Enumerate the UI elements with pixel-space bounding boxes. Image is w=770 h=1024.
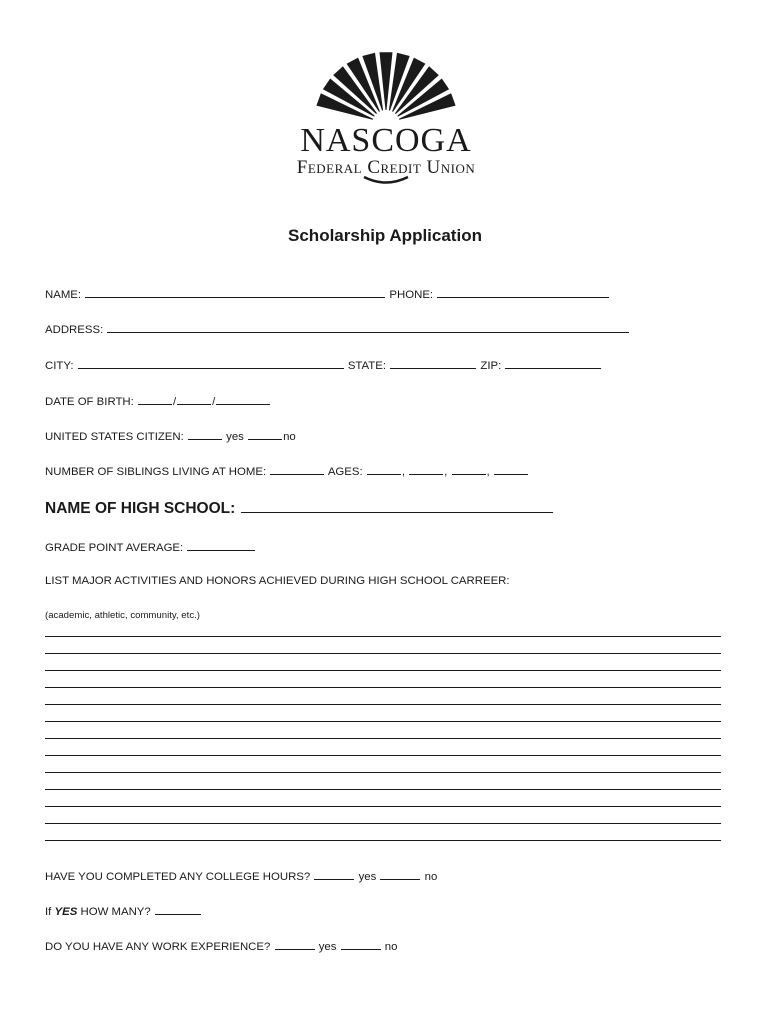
logo-name: NASCOGA: [300, 122, 472, 159]
phone-label: PHONE:: [389, 289, 434, 301]
address-row: [45, 321, 630, 337]
citizen-yes-field[interactable]: [188, 428, 222, 440]
college-no-field[interactable]: [380, 868, 420, 880]
phone-field[interactable]: [437, 286, 609, 298]
activities-line[interactable]: [45, 823, 721, 824]
zip-field[interactable]: [505, 357, 601, 369]
state-field[interactable]: [390, 357, 476, 369]
activities-line[interactable]: [45, 840, 721, 841]
no-label: no: [384, 941, 398, 953]
work-label: DO YOU HAVE ANY WORK EXPERIENCE?: [45, 941, 271, 953]
if-yes-label: YES: [54, 906, 78, 918]
dob-label: DATE OF BIRTH:: [45, 396, 134, 408]
zip-label: ZIP:: [480, 360, 502, 372]
gpa-field[interactable]: [187, 539, 255, 551]
comma: ,: [401, 466, 405, 478]
city-state-zip-row: [45, 357, 602, 373]
address-field[interactable]: [107, 321, 629, 333]
work-row: [45, 938, 397, 954]
sunburst-logo-icon: [270, 48, 502, 186]
age-field[interactable]: [494, 463, 528, 475]
gpa-label: GRADE POINT AVERAGE:: [45, 542, 184, 554]
activities-line[interactable]: [45, 755, 721, 756]
siblings-row: [45, 463, 529, 479]
yes-label: yes: [358, 871, 377, 883]
if-label: If: [45, 906, 52, 918]
activities-hint: (academic, athletic, community, etc.): [45, 610, 200, 621]
activities-line[interactable]: [45, 636, 721, 637]
college-label: HAVE YOU COMPLETED ANY COLLEGE HOURS?: [45, 871, 311, 883]
activities-line[interactable]: [45, 704, 721, 705]
siblings-label: NUMBER OF SIBLINGS LIVING AT HOME:: [45, 466, 267, 478]
citizen-no-field[interactable]: [248, 428, 282, 440]
nascoga-logo: [270, 48, 502, 186]
no-label: no: [283, 431, 296, 443]
dob-year-field[interactable]: [216, 393, 270, 405]
comma: ,: [444, 466, 448, 478]
how-many-field[interactable]: [155, 903, 201, 915]
siblings-field[interactable]: [270, 463, 324, 475]
age-field[interactable]: [367, 463, 401, 475]
logo-subtitle: Federal Credit Union: [296, 157, 476, 178]
activities-line[interactable]: [45, 653, 721, 654]
age-field[interactable]: [409, 463, 443, 475]
high-school-row: [45, 498, 554, 518]
dob-day-field[interactable]: [177, 393, 211, 405]
high-school-label: NAME OF HIGH SCHOOL:: [45, 500, 236, 517]
gpa-row: [45, 539, 256, 555]
dob-separator: /: [172, 396, 177, 408]
activities-line[interactable]: [45, 789, 721, 790]
dob-month-field[interactable]: [138, 393, 172, 405]
name-label: NAME:: [45, 289, 82, 301]
no-label: no: [424, 871, 438, 883]
college-row: [45, 868, 437, 884]
address-label: ADDRESS:: [45, 324, 104, 336]
high-school-field[interactable]: [241, 498, 553, 513]
citizen-label: UNITED STATES CITIZEN:: [45, 431, 184, 443]
college-yes-field[interactable]: [314, 868, 354, 880]
dob-row: [45, 393, 271, 409]
state-label: STATE:: [347, 360, 387, 372]
city-field[interactable]: [78, 357, 344, 369]
citizen-row: [45, 428, 296, 444]
age-field[interactable]: [452, 463, 486, 475]
work-no-field[interactable]: [341, 938, 381, 950]
work-yes-field[interactable]: [275, 938, 315, 950]
comma: ,: [486, 466, 490, 478]
activities-label: LIST MAJOR ACTIVITIES AND HONORS ACHIEVED DURING HIGH SCHOOL CARREER:: [45, 575, 510, 587]
yes-label: yes: [318, 941, 337, 953]
page-title: Scholarship Application: [288, 226, 482, 245]
yes-label: yes: [226, 431, 244, 443]
activities-line[interactable]: [45, 687, 721, 688]
city-label: CITY:: [45, 360, 74, 372]
how-many-label: HOW MANY?: [80, 906, 151, 918]
ages-label: AGES:: [327, 466, 363, 478]
name-phone-row: [45, 286, 610, 302]
activities-line[interactable]: [45, 772, 721, 773]
dob-separator: /: [212, 396, 216, 408]
activities-line[interactable]: [45, 721, 721, 722]
activities-line[interactable]: [45, 738, 721, 739]
activities-line[interactable]: [45, 670, 721, 671]
name-field[interactable]: [85, 286, 385, 298]
how-many-row: [45, 903, 202, 919]
activities-line[interactable]: [45, 806, 721, 807]
